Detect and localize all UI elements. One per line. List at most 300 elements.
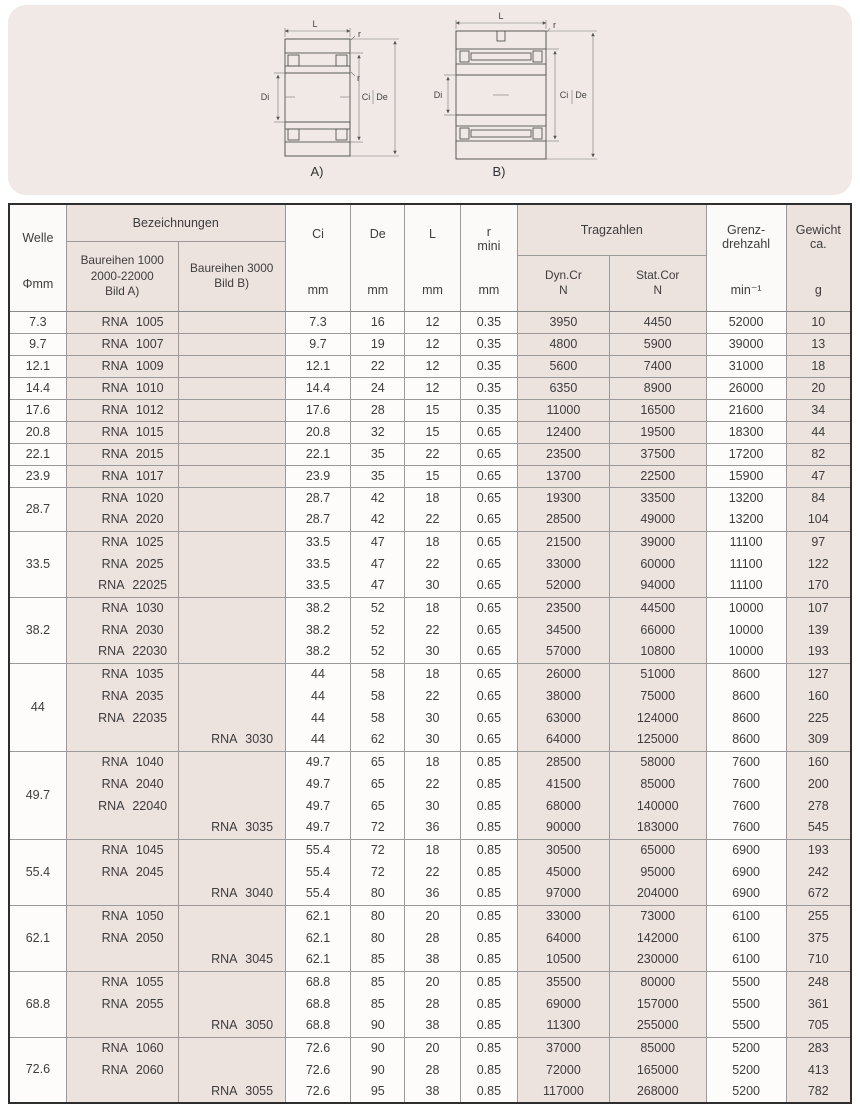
cell-bezeichnung_bild_a: RNA 1050 (66, 905, 178, 927)
cell-gewicht_g: 375 (786, 927, 851, 949)
cell-bezeichnung_bild_b (178, 399, 285, 421)
cell-bezeichnung_bild_b (178, 685, 285, 707)
cell-gewicht_g: 127 (786, 663, 851, 685)
table-row (9, 597, 851, 619)
cell-stat_cor_n: 204000 (609, 883, 706, 905)
cell-stat_cor_n: 157000 (609, 993, 706, 1015)
cell-de_mm: 58 (351, 707, 405, 729)
cell-grenzdrehzahl_min-1: 7600 (706, 817, 786, 839)
cell-r_mini_mm: 0.85 (460, 751, 517, 773)
cell-ci_mm: 44 (285, 729, 351, 751)
cell-gewicht_g: 309 (786, 729, 851, 751)
table-row (9, 883, 851, 905)
cell-r_mini_mm: 0.65 (460, 641, 517, 663)
cell-dyn_cr_n: 63000 (518, 707, 610, 729)
cell-bezeichnung_bild_b (178, 443, 285, 465)
cell-grenzdrehzahl_min-1: 52000 (706, 311, 786, 333)
table-row (9, 751, 851, 773)
table-row (9, 399, 851, 421)
cell-dyn_cr_n: 64000 (518, 927, 610, 949)
table-row (9, 575, 851, 597)
cell-grenzdrehzahl_min-1: 6900 (706, 839, 786, 861)
cell-ci_mm: 72.6 (285, 1037, 351, 1059)
cell-stat_cor_n: 60000 (609, 553, 706, 575)
cell-dyn_cr_n: 26000 (518, 663, 610, 685)
cell-de_mm: 65 (351, 795, 405, 817)
cell-stat_cor_n: 75000 (609, 685, 706, 707)
cell-gewicht_g: 104 (786, 509, 851, 531)
cell-dyn_cr_n: 69000 (518, 993, 610, 1015)
table-row (9, 949, 851, 971)
cell-grenzdrehzahl_min-1: 15900 (706, 465, 786, 487)
cell-de_mm: 58 (351, 685, 405, 707)
welle-value: 62.1 (9, 905, 66, 971)
cell-bezeichnung_bild_a (66, 883, 178, 905)
cell-dyn_cr_n: 117000 (518, 1081, 610, 1103)
header-baureihen-b: Baureihen 3000 Bild B) (178, 242, 285, 311)
cell-ci_mm: 7.3 (285, 311, 351, 333)
table-row (9, 795, 851, 817)
header-bezeichnungen (66, 204, 285, 311)
cell-ci_mm: 28.7 (285, 487, 351, 509)
cell-de_mm: 80 (351, 905, 405, 927)
cell-stat_cor_n: 10800 (609, 641, 706, 663)
cell-stat_cor_n: 7400 (609, 355, 706, 377)
cell-l_mm: 18 (405, 597, 461, 619)
cell-bezeichnung_bild_a: RNA 2060 (66, 1059, 178, 1081)
welle-value: 20.8 (9, 421, 66, 443)
table-row (9, 377, 851, 399)
cell-grenzdrehzahl_min-1: 8600 (706, 663, 786, 685)
cell-l_mm: 18 (405, 751, 461, 773)
table-row (9, 355, 851, 377)
label-r-top-a: r (357, 29, 361, 39)
cell-grenzdrehzahl_min-1: 7600 (706, 751, 786, 773)
cell-grenzdrehzahl_min-1: 17200 (706, 443, 786, 465)
cell-bezeichnung_bild_b (178, 531, 285, 553)
cell-bezeichnung_bild_a: RNA 1015 (66, 421, 178, 443)
cell-de_mm: 80 (351, 927, 405, 949)
cell-ci_mm: 49.7 (285, 773, 351, 795)
cell-gewicht_g: 193 (786, 641, 851, 663)
label-de-a: De (375, 92, 388, 102)
cell-stat_cor_n: 85000 (609, 773, 706, 795)
cell-grenzdrehzahl_min-1: 10000 (706, 641, 786, 663)
cell-l_mm: 12 (405, 377, 461, 399)
cell-stat_cor_n: 73000 (609, 905, 706, 927)
cell-gewicht_g: 283 (786, 1037, 851, 1059)
cell-dyn_cr_n: 19300 (518, 487, 610, 509)
cell-bezeichnung_bild_b (178, 575, 285, 597)
cell-l_mm: 30 (405, 795, 461, 817)
cell-grenzdrehzahl_min-1: 6100 (706, 905, 786, 927)
cell-dyn_cr_n: 33000 (518, 905, 610, 927)
cell-grenzdrehzahl_min-1: 10000 (706, 619, 786, 641)
cell-stat_cor_n: 85000 (609, 1037, 706, 1059)
cell-r_mini_mm: 0.85 (460, 905, 517, 927)
cell-de_mm: 95 (351, 1081, 405, 1103)
cell-bezeichnung_bild_b (178, 509, 285, 531)
cell-ci_mm: 55.4 (285, 861, 351, 883)
cell-l_mm: 38 (405, 1015, 461, 1037)
cell-bezeichnung_bild_b (178, 993, 285, 1015)
cell-gewicht_g: 710 (786, 949, 851, 971)
header-l: L mm (405, 204, 461, 311)
cell-grenzdrehzahl_min-1: 11100 (706, 553, 786, 575)
cell-de_mm: 90 (351, 1037, 405, 1059)
cell-dyn_cr_n: 52000 (518, 575, 610, 597)
cell-r_mini_mm: 0.85 (460, 949, 517, 971)
cell-stat_cor_n: 33500 (609, 487, 706, 509)
cell-ci_mm: 12.1 (285, 355, 351, 377)
cell-r_mini_mm: 0.65 (460, 729, 517, 751)
cell-bezeichnung_bild_a: RNA 1030 (66, 597, 178, 619)
cell-ci_mm: 62.1 (285, 927, 351, 949)
cell-de_mm: 16 (351, 311, 405, 333)
table-row (9, 927, 851, 949)
cell-dyn_cr_n: 35500 (518, 971, 610, 993)
cell-r_mini_mm: 0.65 (460, 685, 517, 707)
cell-bezeichnung_bild_a (66, 1081, 178, 1103)
cell-dyn_cr_n: 90000 (518, 817, 610, 839)
cell-ci_mm: 72.6 (285, 1059, 351, 1081)
table-row (9, 443, 851, 465)
cell-bezeichnung_bild_b: RNA 3035 (178, 817, 285, 839)
cell-bezeichnung_bild_b (178, 553, 285, 575)
table-row (9, 817, 851, 839)
cell-l_mm: 38 (405, 1081, 461, 1103)
cell-r_mini_mm: 0.35 (460, 311, 517, 333)
welle-value: 49.7 (9, 751, 66, 839)
label-ci-b: Ci (559, 90, 568, 100)
cell-ci_mm: 55.4 (285, 883, 351, 905)
cell-r_mini_mm: 0.85 (460, 883, 517, 905)
cell-bezeichnung_bild_a: RNA 2045 (66, 861, 178, 883)
cell-gewicht_g: 545 (786, 817, 851, 839)
cell-r_mini_mm: 0.85 (460, 817, 517, 839)
cell-r_mini_mm: 0.85 (460, 773, 517, 795)
cell-l_mm: 22 (405, 773, 461, 795)
cell-bezeichnung_bild_b: RNA 3050 (178, 1015, 285, 1037)
cell-grenzdrehzahl_min-1: 6100 (706, 927, 786, 949)
cell-stat_cor_n: 44500 (609, 597, 706, 619)
cell-bezeichnung_bild_b: RNA 3045 (178, 949, 285, 971)
cell-dyn_cr_n: 21500 (518, 531, 610, 553)
header-welle-unit: Φmm (22, 276, 54, 291)
cell-stat_cor_n: 165000 (609, 1059, 706, 1081)
cell-stat_cor_n: 49000 (609, 509, 706, 531)
cell-r_mini_mm: 0.65 (460, 597, 517, 619)
cell-stat_cor_n: 142000 (609, 927, 706, 949)
cell-r_mini_mm: 0.35 (460, 333, 517, 355)
cell-stat_cor_n: 58000 (609, 751, 706, 773)
cell-de_mm: 80 (351, 883, 405, 905)
cell-bezeichnung_bild_b (178, 905, 285, 927)
cell-bezeichnung_bild_a: RNA 2055 (66, 993, 178, 1015)
cell-ci_mm: 62.1 (285, 949, 351, 971)
cell-bezeichnung_bild_b (178, 1059, 285, 1081)
table-row (9, 531, 851, 553)
cell-grenzdrehzahl_min-1: 5500 (706, 1015, 786, 1037)
cell-grenzdrehzahl_min-1: 31000 (706, 355, 786, 377)
cell-l_mm: 22 (405, 553, 461, 575)
cell-gewicht_g: 193 (786, 839, 851, 861)
cell-dyn_cr_n: 13700 (518, 465, 610, 487)
cell-r_mini_mm: 0.65 (460, 443, 517, 465)
cell-gewicht_g: 672 (786, 883, 851, 905)
cell-de_mm: 32 (351, 421, 405, 443)
label-l-b: L (497, 11, 504, 21)
cell-grenzdrehzahl_min-1: 13200 (706, 509, 786, 531)
cell-stat_cor_n: 255000 (609, 1015, 706, 1037)
cell-l_mm: 22 (405, 509, 461, 531)
cell-dyn_cr_n: 11300 (518, 1015, 610, 1037)
label-di-a: Di (260, 92, 269, 102)
cell-grenzdrehzahl_min-1: 13200 (706, 487, 786, 509)
cell-de_mm: 85 (351, 993, 405, 1015)
header-gewicht: Gewicht ca. g (786, 204, 851, 311)
header-ci: Ci mm (285, 204, 351, 311)
table-body (9, 311, 851, 1103)
cell-grenzdrehzahl_min-1: 10000 (706, 597, 786, 619)
cell-ci_mm: 22.1 (285, 443, 351, 465)
cell-gewicht_g: 160 (786, 685, 851, 707)
cell-dyn_cr_n: 57000 (518, 641, 610, 663)
cell-dyn_cr_n: 5600 (518, 355, 610, 377)
label-ci-a: Ci (361, 92, 370, 102)
cell-bezeichnung_bild_a: RNA 2035 (66, 685, 178, 707)
cell-stat_cor_n: 19500 (609, 421, 706, 443)
cell-bezeichnung_bild_b (178, 751, 285, 773)
cell-de_mm: 90 (351, 1015, 405, 1037)
cell-ci_mm: 44 (285, 663, 351, 685)
cell-bezeichnung_bild_b (178, 421, 285, 443)
header-grenzdrehzahl: Grenz- drehzahl min⁻¹ (706, 204, 786, 311)
cell-dyn_cr_n: 33000 (518, 553, 610, 575)
cell-bezeichnung_bild_a: RNA 2020 (66, 509, 178, 531)
welle-value: 17.6 (9, 399, 66, 421)
cell-grenzdrehzahl_min-1: 5200 (706, 1037, 786, 1059)
cell-de_mm: 52 (351, 619, 405, 641)
cell-r_mini_mm: 0.65 (460, 509, 517, 531)
cell-grenzdrehzahl_min-1: 26000 (706, 377, 786, 399)
cell-bezeichnung_bild_a: RNA 22035 (66, 707, 178, 729)
cell-bezeichnung_bild_a: RNA 1060 (66, 1037, 178, 1059)
cell-grenzdrehzahl_min-1: 5500 (706, 993, 786, 1015)
cell-bezeichnung_bild_b (178, 465, 285, 487)
cell-stat_cor_n: 125000 (609, 729, 706, 751)
cell-ci_mm: 62.1 (285, 905, 351, 927)
cell-r_mini_mm: 0.85 (460, 1081, 517, 1103)
cell-de_mm: 35 (351, 443, 405, 465)
cell-bezeichnung_bild_b (178, 641, 285, 663)
cell-ci_mm: 38.2 (285, 619, 351, 641)
cell-bezeichnung_bild_a: RNA 22030 (66, 641, 178, 663)
cell-bezeichnung_bild_a: RNA 1020 (66, 487, 178, 509)
cell-l_mm: 30 (405, 729, 461, 751)
cell-gewicht_g: 248 (786, 971, 851, 993)
cell-dyn_cr_n: 41500 (518, 773, 610, 795)
cell-de_mm: 35 (351, 465, 405, 487)
cell-de_mm: 85 (351, 949, 405, 971)
cell-gewicht_g: 278 (786, 795, 851, 817)
cell-ci_mm: 38.2 (285, 597, 351, 619)
cell-gewicht_g: 170 (786, 575, 851, 597)
table-header-row (9, 204, 851, 311)
cell-de_mm: 72 (351, 817, 405, 839)
cell-de_mm: 47 (351, 531, 405, 553)
welle-value: 23.9 (9, 465, 66, 487)
welle-value: 9.7 (9, 333, 66, 355)
cell-r_mini_mm: 0.65 (460, 663, 517, 685)
table-row (9, 971, 851, 993)
label-di-b: Di (433, 90, 442, 100)
header-de: De mm (351, 204, 405, 311)
cell-de_mm: 52 (351, 641, 405, 663)
cell-bezeichnung_bild_b (178, 377, 285, 399)
cell-bezeichnung_bild_a: RNA 1010 (66, 377, 178, 399)
cell-gewicht_g: 361 (786, 993, 851, 1015)
cell-grenzdrehzahl_min-1: 8600 (706, 685, 786, 707)
cell-l_mm: 18 (405, 839, 461, 861)
cell-gewicht_g: 255 (786, 905, 851, 927)
cell-dyn_cr_n: 23500 (518, 597, 610, 619)
header-baureihen-a: Baureihen 1000 2000-22000 Bild A) (80, 253, 164, 298)
cell-gewicht_g: 97 (786, 531, 851, 553)
cell-bezeichnung_bild_a: RNA 1055 (66, 971, 178, 993)
cell-r_mini_mm: 0.85 (460, 993, 517, 1015)
cell-grenzdrehzahl_min-1: 5200 (706, 1059, 786, 1081)
cell-l_mm: 28 (405, 993, 461, 1015)
bearing-table (8, 203, 852, 1104)
cell-gewicht_g: 34 (786, 399, 851, 421)
cell-stat_cor_n: 5900 (609, 333, 706, 355)
cell-bezeichnung_bild_b (178, 311, 285, 333)
cell-stat_cor_n: 94000 (609, 575, 706, 597)
cell-l_mm: 30 (405, 575, 461, 597)
table-row (9, 465, 851, 487)
cell-l_mm: 22 (405, 861, 461, 883)
cell-ci_mm: 28.7 (285, 509, 351, 531)
cell-de_mm: 19 (351, 333, 405, 355)
cell-bezeichnung_bild_b (178, 707, 285, 729)
cell-l_mm: 12 (405, 311, 461, 333)
cell-grenzdrehzahl_min-1: 8600 (706, 707, 786, 729)
cell-gewicht_g: 107 (786, 597, 851, 619)
cell-bezeichnung_bild_a: RNA 1005 (66, 311, 178, 333)
cell-ci_mm: 17.6 (285, 399, 351, 421)
cell-bezeichnung_bild_a: RNA 22040 (66, 795, 178, 817)
cell-bezeichnung_bild_a: RNA 2050 (66, 927, 178, 949)
cell-r_mini_mm: 0.35 (460, 355, 517, 377)
cell-l_mm: 22 (405, 685, 461, 707)
cell-bezeichnung_bild_b (178, 663, 285, 685)
cell-bezeichnung_bild_a (66, 817, 178, 839)
cell-gewicht_g: 13 (786, 333, 851, 355)
cell-dyn_cr_n: 3950 (518, 311, 610, 333)
cell-grenzdrehzahl_min-1: 11100 (706, 531, 786, 553)
cell-ci_mm: 49.7 (285, 817, 351, 839)
cell-stat_cor_n: 80000 (609, 971, 706, 993)
table-row (9, 641, 851, 663)
cell-ci_mm: 9.7 (285, 333, 351, 355)
cell-r_mini_mm: 0.65 (460, 421, 517, 443)
table-row (9, 993, 851, 1015)
cell-dyn_cr_n: 12400 (518, 421, 610, 443)
cell-ci_mm: 49.7 (285, 795, 351, 817)
cell-dyn_cr_n: 38000 (518, 685, 610, 707)
cell-dyn_cr_n: 45000 (518, 861, 610, 883)
cell-ci_mm: 68.8 (285, 1015, 351, 1037)
cell-dyn_cr_n: 6350 (518, 377, 610, 399)
table-row (9, 685, 851, 707)
cell-gewicht_g: 782 (786, 1081, 851, 1103)
cell-dyn_cr_n: 28500 (518, 751, 610, 773)
header-tragzahlen-label: Tragzahlen (518, 205, 706, 256)
cell-bezeichnung_bild_b (178, 1037, 285, 1059)
cell-l_mm: 36 (405, 883, 461, 905)
label-l-a: L (311, 19, 318, 29)
header-r-mini: r mini mm (460, 204, 517, 311)
welle-value: 33.5 (9, 531, 66, 597)
cell-de_mm: 65 (351, 773, 405, 795)
cell-de_mm: 28 (351, 399, 405, 421)
table-row (9, 1037, 851, 1059)
cell-gewicht_g: 225 (786, 707, 851, 729)
cell-de_mm: 62 (351, 729, 405, 751)
cell-grenzdrehzahl_min-1: 5200 (706, 1081, 786, 1103)
cell-l_mm: 36 (405, 817, 461, 839)
cell-r_mini_mm: 0.65 (460, 575, 517, 597)
cell-grenzdrehzahl_min-1: 21600 (706, 399, 786, 421)
table-row (9, 333, 851, 355)
table-row (9, 487, 851, 509)
cell-dyn_cr_n: 4800 (518, 333, 610, 355)
cell-r_mini_mm: 0.85 (460, 839, 517, 861)
welle-value: 12.1 (9, 355, 66, 377)
cell-bezeichnung_bild_b (178, 839, 285, 861)
cell-r_mini_mm: 0.85 (460, 1059, 517, 1081)
label-r-inner-a: r (356, 73, 360, 83)
cell-ci_mm: 33.5 (285, 531, 351, 553)
welle-value: 7.3 (9, 311, 66, 333)
cell-de_mm: 22 (351, 355, 405, 377)
cell-bezeichnung_bild_a: RNA 2025 (66, 553, 178, 575)
cell-bezeichnung_bild_b (178, 773, 285, 795)
cell-gewicht_g: 705 (786, 1015, 851, 1037)
cell-l_mm: 30 (405, 707, 461, 729)
welle-value: 55.4 (9, 839, 66, 905)
cell-grenzdrehzahl_min-1: 6100 (706, 949, 786, 971)
cell-gewicht_g: 82 (786, 443, 851, 465)
bearing-diagram-b (431, 9, 606, 181)
header-bezeichnungen-label: Bezeichnungen (67, 205, 285, 242)
cell-gewicht_g: 200 (786, 773, 851, 795)
cell-de_mm: 90 (351, 1059, 405, 1081)
cell-dyn_cr_n: 11000 (518, 399, 610, 421)
cell-grenzdrehzahl_min-1: 7600 (706, 795, 786, 817)
label-de-b: De (574, 90, 587, 100)
cell-de_mm: 52 (351, 597, 405, 619)
cell-r_mini_mm: 0.85 (460, 861, 517, 883)
cell-de_mm: 47 (351, 575, 405, 597)
cell-dyn_cr_n: 97000 (518, 883, 610, 905)
cell-dyn_cr_n: 72000 (518, 1059, 610, 1081)
welle-value: 72.6 (9, 1037, 66, 1103)
cell-l_mm: 15 (405, 465, 461, 487)
cell-l_mm: 12 (405, 333, 461, 355)
welle-value: 14.4 (9, 377, 66, 399)
